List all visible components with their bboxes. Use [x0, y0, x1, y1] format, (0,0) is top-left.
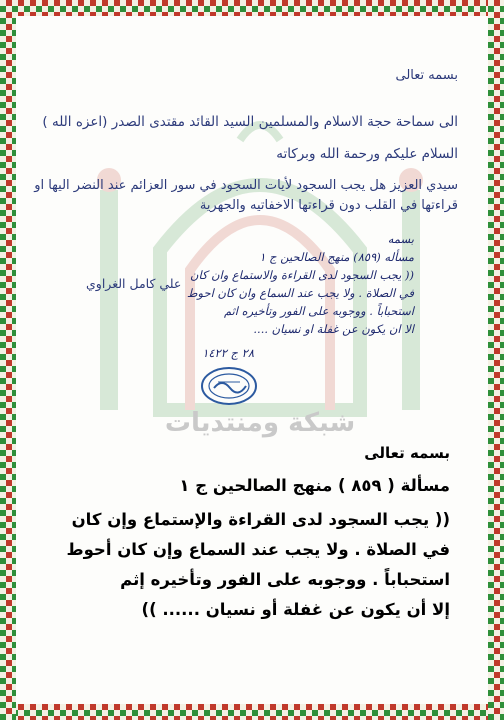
decorative-border-bottom [0, 704, 504, 720]
handwritten-line-1: بسمه [387, 232, 414, 246]
handwritten-line-5: استحباباً . ووجوبه على الفور وتأخيره اثم [223, 304, 414, 318]
letter-question-line-2: قراءتها في القلب دون قراءتها الاخفاتيه والجهرية [199, 198, 458, 213]
decorative-border-left [0, 0, 16, 720]
typed-line-5: استحباباً . ووجوبه على الفور وتأخيره إثم [120, 570, 450, 589]
office-seal-stamp-icon [200, 366, 258, 406]
letter-addressee: الى سماحة حجة الاسلام والمسلمين السيد القائد مقتدى الصدر (اعزه الله ) [42, 114, 458, 130]
typed-line-4: في الصلاة . ولا يجب عند السماع وإن كان أحوط [66, 540, 450, 559]
typed-line-1: بسمه تعالى [364, 444, 450, 462]
typed-line-6: إلا أن يكون عن غفلة أو نسيان ...... )) [141, 600, 450, 619]
decorative-border-right [488, 0, 504, 720]
letter-question-line-1: سيدي العزيز هل يجب السجود لأيات السجود في سور العزائم عند النضر اليها او [34, 178, 458, 193]
handwritten-line-2: مسأله (٨٥٩) منهج الصالحين ج ١ [259, 250, 414, 264]
handwritten-line-3: (( يجب السجود لدى القراءة والاستماع وان كان [190, 268, 414, 282]
handwritten-date: ٢٨ ج ١٤٢٢ [202, 346, 254, 360]
handwritten-line-6: الا ان يكون عن غفلة او نسيان .... [253, 322, 414, 336]
letter-greeting: السلام عليكم ورحمة الله وبركاته [276, 146, 458, 162]
watermark-text: شبكة ومنتديات [164, 408, 356, 438]
typed-line-2: مسألة ( ٨٥٩ ) منهج الصالحين ج ١ [179, 476, 450, 495]
handwritten-line-4: في الصلاة . ولا يجب عند السماع وان كان احوط [186, 286, 414, 300]
letter-sender-name: علي كامل الغراوي [86, 276, 182, 291]
typed-line-3: (( يجب السجود لدى القراءة والإستماع وإن كان [71, 510, 450, 529]
decorative-border-top [0, 0, 504, 16]
letter-salutation: بسمه تعالى [395, 68, 458, 83]
